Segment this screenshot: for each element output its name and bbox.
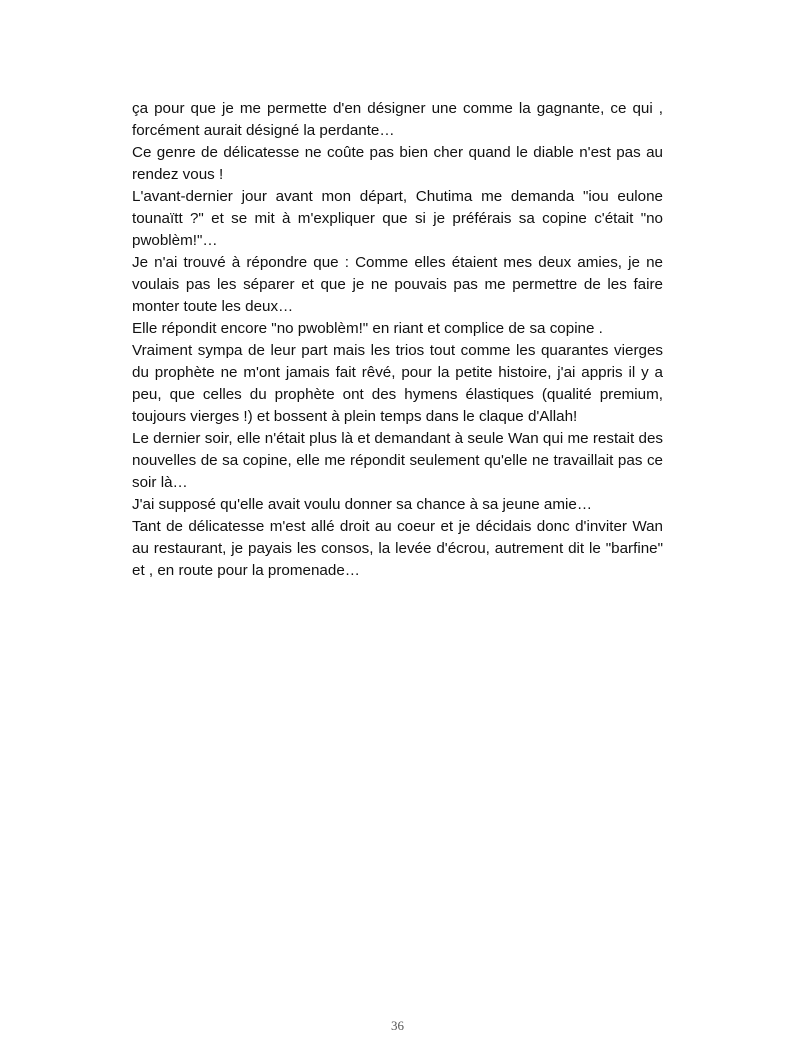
paragraph: L'avant-dernier jour avant mon départ, Chutima me demanda "iou eulone tounaïtt ?" et se mit à m'expliquer que si je préférais sa copine c'était "no pwoblèm!"… bbox=[132, 188, 663, 249]
paragraph: Ce genre de délicatesse ne coûte pas bien cher quand le diable n'est pas au rendez vous ! bbox=[132, 144, 663, 183]
paragraph: Le dernier soir, elle n'était plus là et demandant à seule Wan qui me restait des nouvelles de sa copine, elle me répondit seulement qu'elle ne travaillait pas ce soir là… bbox=[132, 430, 663, 491]
page-number: 36 bbox=[391, 1018, 404, 1033]
body-text bbox=[132, 98, 663, 582]
paragraph: Je n'ai trouvé à répondre que : Comme elles étaient mes deux amies, je ne voulais pas les séparer et que je ne pouvais pas me permettre de les faire monter toute les deux… bbox=[132, 254, 663, 315]
paragraph: Elle répondit encore "no pwoblèm!" en riant et complice de sa copine . bbox=[132, 320, 603, 337]
paragraph: Vraiment sympa de leur part mais les trios tout comme les quarantes vierges du prophète ne m'ont jamais fait rêvé, pour la petite histoire, j'ai appris il y a peu, que celles du prophète ont des hymens élastiques (qualité premium, toujours vierges !) et bossent à plein temps dans le claque d'Allah! bbox=[132, 342, 663, 425]
paragraph: Tant de délicatesse m'est allé droit au coeur et je décidais donc d'inviter Wan au restaurant, je payais les consos, la levée d'écrou, autrement dit le "barfine" et , en route pour la promenade… bbox=[132, 518, 663, 579]
paragraph: ça pour que je me permette d'en désigner une comme la gagnante, ce qui , forcément aurait désigné la perdante… bbox=[132, 100, 663, 139]
paragraph: J'ai supposé qu'elle avait voulu donner sa chance à sa jeune amie… bbox=[132, 496, 593, 513]
